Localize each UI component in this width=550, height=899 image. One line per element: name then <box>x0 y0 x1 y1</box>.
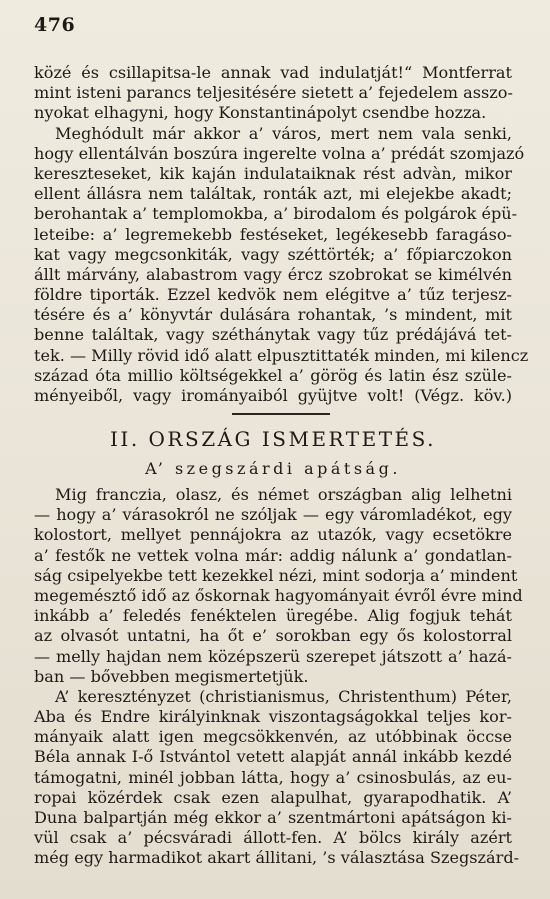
text-line: mint isteni parancs teljesitésére sietett a’ fejedelem asszo- <box>34 83 513 103</box>
text-line: ropai közérdek csak ezen alapulhat, gyarapodhatik. A’ <box>34 787 512 807</box>
bottom-text-block <box>34 485 523 869</box>
text-line: leteibe: a’ legremekebb festéseket, legékesebb faragáso- <box>34 224 512 244</box>
section-heading: II. ORSZÁG ISMERTETÉS. <box>110 427 436 451</box>
text-line: a’ festők ne vettek volna már: addig nálunk a’ gondatlan- <box>34 545 512 565</box>
paragraph <box>34 485 523 687</box>
text-line: ellent állásra nem találtak, ronták azt, mi elejekbe akadt; <box>34 184 512 204</box>
text-line: Béla annak I-ő Istvántol vetett alapját annál inkább kezdé <box>34 747 512 767</box>
text-line: földre tiporták. Ezzel kedvök nem elégitve a’ tűz terjesz- <box>34 285 512 305</box>
text-line: ban — bővebben megismertetjük. <box>34 666 309 686</box>
section-divider <box>232 413 330 415</box>
text-line: inkább a’ feledés fenéktelen üregébe. Alig fogjuk tehát <box>34 606 512 626</box>
text-line: mányaik alatt igen megcsökkenvén, az utóbbinak öccse <box>34 727 512 747</box>
top-text-block <box>34 63 529 406</box>
text-line: ság csipelyekbe tett kezekkel nézi, mint sodorja a’ mindent <box>34 565 518 585</box>
text-line: támogatni, minél jobban látta, hogy a’ csinosbulás, az eu- <box>34 767 512 787</box>
page-number: 476 <box>34 14 76 36</box>
text-line: még egy harmadikot akart állitani, ’s választása Szegszárd- <box>34 848 520 868</box>
text-line: kolostort, mellyet pennájokra az utazók, vagy ecsetökre <box>34 525 512 545</box>
text-line: Duna balpartján még ekkor a’ szentmártoni apátságon ki- <box>34 808 512 827</box>
text-line: benne találtak, vagy széthánytak vagy tűz prédájává tet- <box>34 325 512 345</box>
text-line: A’ keresztényzet (christianismus, Christenthum) Péter, <box>55 686 512 706</box>
text-line: közé és csillapitsa-le annak vad indulatját!“ Montferrat <box>34 63 512 82</box>
text-line: az olvasót untatni, ha őt e’ sorokban egy ős kolostorral <box>34 626 512 646</box>
paragraph <box>34 686 520 869</box>
text-line: század óta millio költségekkel a’ görög és latin ész szüle- <box>34 365 512 385</box>
section-subheading: A’ szegszárdi apátság. <box>145 459 401 478</box>
paragraph <box>34 123 529 407</box>
text-line: ményeiből, vagy irományaiból gyüjtve volt! (Végz. köv.) <box>34 386 512 405</box>
text-line: kat vagy megcsonkiták, vagy széttörték; a’ főpiarczokon <box>34 244 512 264</box>
text-line: tésére és a’ könyvtár dulására rohantak, ’s mindent, mit <box>34 305 512 325</box>
text-line: Mig franczia, olasz, és német országban alig lelhetni <box>55 485 512 504</box>
text-line: — melly hajdan nem középszerü szerepet játszott a’ hazá- <box>34 646 512 666</box>
text-line: berohantak a’ templomokba, a’ birodalom és polgárok épü- <box>34 204 518 224</box>
text-line: Aba és Endre királyinknak viszontagságokkal teljes kor- <box>34 707 512 727</box>
text-line: tek. — Milly rövid idő alatt elpusztittaték minden, mi kilencz <box>34 345 529 365</box>
text-line: megemésztő idő az őskornak hagyományait évről évre mind <box>34 585 523 605</box>
text-line: Meghódult már akkor a’ város, mert nem vala senki, <box>55 123 512 143</box>
text-line: nyokat elhagyni, hogy Konstantinápolyt csendbe hozza. <box>34 103 487 123</box>
text-line: kereszteseket, kik kaján indulataiknak rést advàn, mikor <box>34 163 512 183</box>
text-line: vül csak a’ pécsváradi állott-fen. A’ bölcs király azért <box>34 828 512 848</box>
paragraph <box>34 63 512 124</box>
text-line: — hogy a’ várasokról ne szóljak — egy váromladékot, egy <box>34 505 512 525</box>
text-line: állt márvány, alabastrom vagy ércz szobrokat se kimélvén <box>34 264 512 284</box>
text-line: hogy ellentálván boszúra ingerelte volna a’ prédát szomjazó <box>34 143 525 163</box>
